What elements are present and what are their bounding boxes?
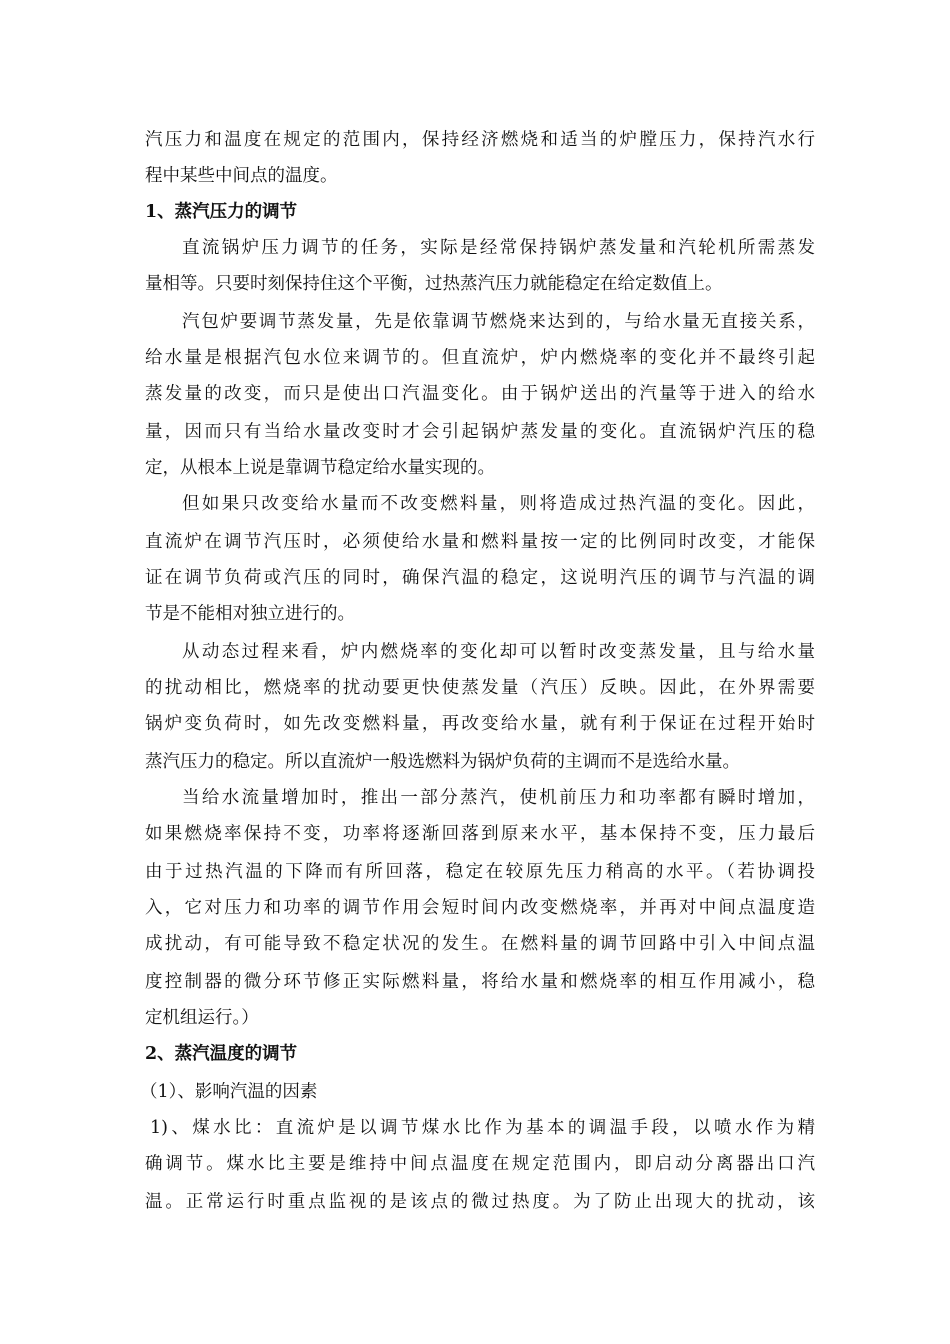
paragraph-line: 给水量是根据汽包水位来调节的。但直流炉，炉内燃烧率的变化并不最终引起	[145, 348, 815, 368]
paragraph-line: 温。正常运行时重点监视的是该点的微过热度。为了防止出现大的扰动，该	[145, 1192, 815, 1212]
paragraph-line: 但如果只改变给水量而不改变燃料量，则将造成过热汽温的变化。因此，	[182, 494, 815, 514]
paragraph-line: 入，它对压力和功率的调节作用会短时间内改变燃烧率，并再对中间点温度造	[145, 898, 815, 918]
section-heading: 2、蒸汽温度的调节	[145, 1044, 298, 1064]
paragraph-line: 蒸汽压力的稳定。所以直流炉一般选燃料为锅炉负荷的主调而不是选给水量。	[145, 752, 740, 772]
paragraph-line: 由于过热汽温的下降而有所回落，稳定在较原先压力稍高的水平。（若协调投	[145, 862, 815, 882]
paragraph-line: 成扰动，有可能导致不稳定状况的发生。在燃料量的调节回路中引入中间点温	[145, 934, 815, 954]
paragraph-line: 蒸发量的改变，而只是使出口汽温变化。由于锅炉送出的汽量等于进入的给水	[145, 384, 815, 404]
paragraph-line: 如果燃烧率保持不变，功率将逐渐回落到原来水平，基本保持不变，压力最后	[145, 824, 815, 844]
paragraph-line: 量，因而只有当给水量改变时才会引起锅炉蒸发量的变化。直流锅炉汽压的稳	[145, 422, 815, 442]
paragraph-line: 度控制器的微分环节修正实际燃料量，将给水量和燃烧率的相互作用减小，稳	[145, 972, 815, 992]
section-heading: 1、蒸汽压力的调节	[145, 202, 298, 222]
paragraph-line: 当给水流量增加时，推出一部分蒸汽，使机前压力和功率都有瞬时增加，	[182, 788, 815, 808]
paragraph-line: 直流炉在调节汽压时，必须使给水量和燃料量按一定的比例同时改变，才能保	[145, 532, 815, 552]
paragraph-line: 汽包炉要调节蒸发量，先是依靠调节燃烧来达到的，与给水量无直接关系，	[182, 312, 815, 332]
paragraph-line: 证在调节负荷或汽压的同时，确保汽温的稳定，这说明汽压的调节与汽温的调	[145, 568, 815, 588]
paragraph-line: 确调节。煤水比主要是维持中间点温度在规定范围内，即启动分离器出口汽	[145, 1154, 815, 1174]
intro-line: 程中某些中间点的温度。	[145, 166, 338, 186]
paragraph-line: 节是不能相对独立进行的。	[145, 604, 355, 624]
paragraph-line: 量相等。只要时刻保持住这个平衡，过热蒸汽压力就能稳定在给定数值上。	[145, 274, 723, 294]
paragraph-line: 从动态过程来看，炉内燃烧率的变化却可以暂时改变蒸发量，且与给水量	[182, 642, 815, 662]
subsection-heading: （1）、影响汽温的因素	[140, 1082, 318, 1102]
paragraph-line: 定，从根本上说是靠调节稳定给水量实现的。	[145, 458, 495, 478]
paragraph-line: 锅炉变负荷时，如先改变燃料量，再改变给水量，就有利于保证在过程开始时	[145, 714, 815, 734]
paragraph-line: 1)、煤水比：直流炉是以调节煤水比作为基本的调温手段，以喷水作为精	[150, 1118, 815, 1138]
paragraph-line: 定机组运行。）	[145, 1008, 259, 1028]
intro-line: 汽压力和温度在规定的范围内，保持经济燃烧和适当的炉膛压力，保持汽水行	[145, 130, 815, 150]
paragraph-line: 的扰动相比，燃烧率的扰动要更快使蒸发量（汽压）反映。因此，在外界需要	[145, 678, 815, 698]
paragraph-line: 直流锅炉压力调节的任务，实际是经常保持锅炉蒸发量和汽轮机所需蒸发	[182, 238, 815, 258]
